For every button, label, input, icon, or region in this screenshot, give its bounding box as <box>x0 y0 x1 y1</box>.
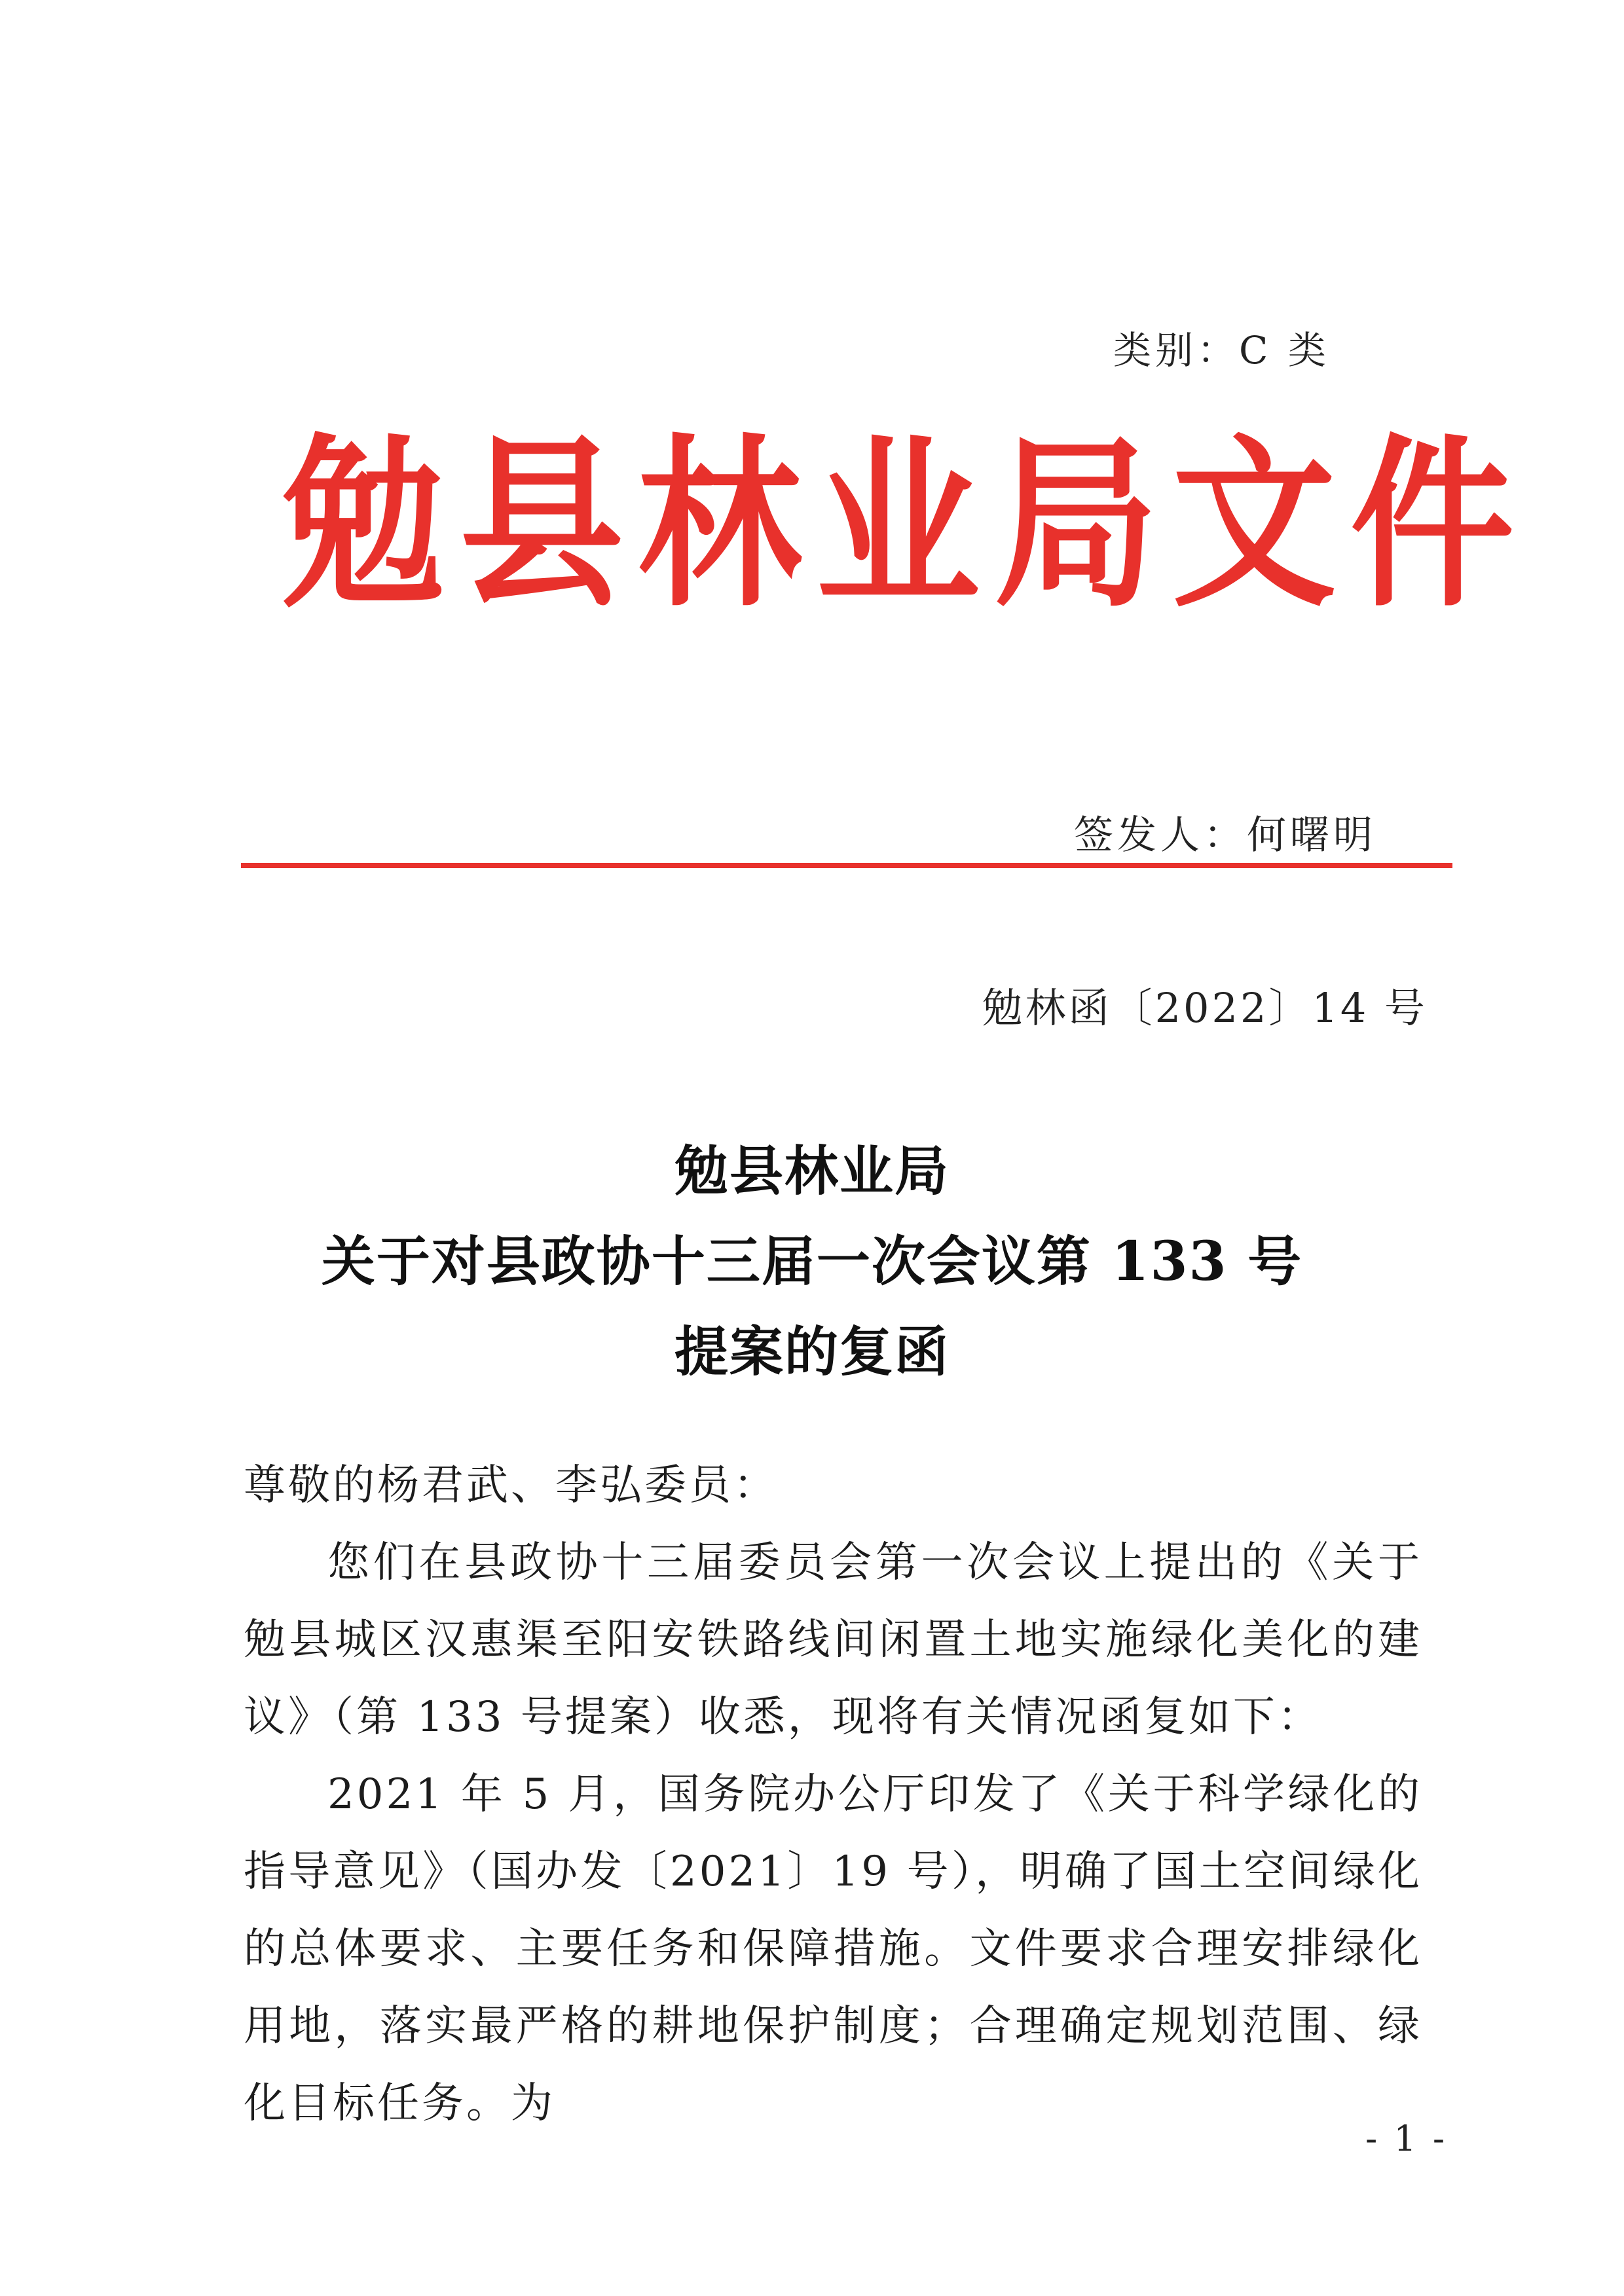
title-line-3: 提案的复函 <box>674 1321 950 1383</box>
document-number: 勉林函〔2022〕14 号 <box>982 984 1428 1032</box>
document-title <box>0 1126 1624 1397</box>
document-body <box>244 1447 1422 2142</box>
red-divider-line <box>241 863 1452 868</box>
salutation: 尊敬的杨君武、李弘委员： <box>244 1461 778 1510</box>
title-line-2: 关于对县政协十三届一次会议第 133 号 <box>321 1230 1303 1293</box>
title-line-1: 勉县林业局 <box>674 1140 950 1203</box>
page-number: - 1 - <box>1365 2118 1448 2159</box>
body-paragraph: 您们在县政协十三届委员会第一次会议上提出的《关于勉县城区汉惠渠至阳安铁路线间闲置土地实施绿化美化的建议》（第 133 号提案）收悉，现将有关情况函复如下： <box>244 1539 1422 1741</box>
document-masthead: 勉县林业局文件 <box>282 416 1528 632</box>
document-signer: 签发人：何曙明 <box>1074 812 1376 858</box>
document-category: 类别：C 类 <box>1113 328 1330 373</box>
body-paragraph: 2021 年 5 月，国务院办公厅印发了《关于科学绿化的指导意见》（国办发〔2021〕19 号），明确了国土空间绿化的总体要求、主要任务和保障措施。文件要求合理安排绿化用地，落实最严格的耕地保护制度；合理确定规划范围、绿化目标任务。为 <box>244 1770 1422 2128</box>
